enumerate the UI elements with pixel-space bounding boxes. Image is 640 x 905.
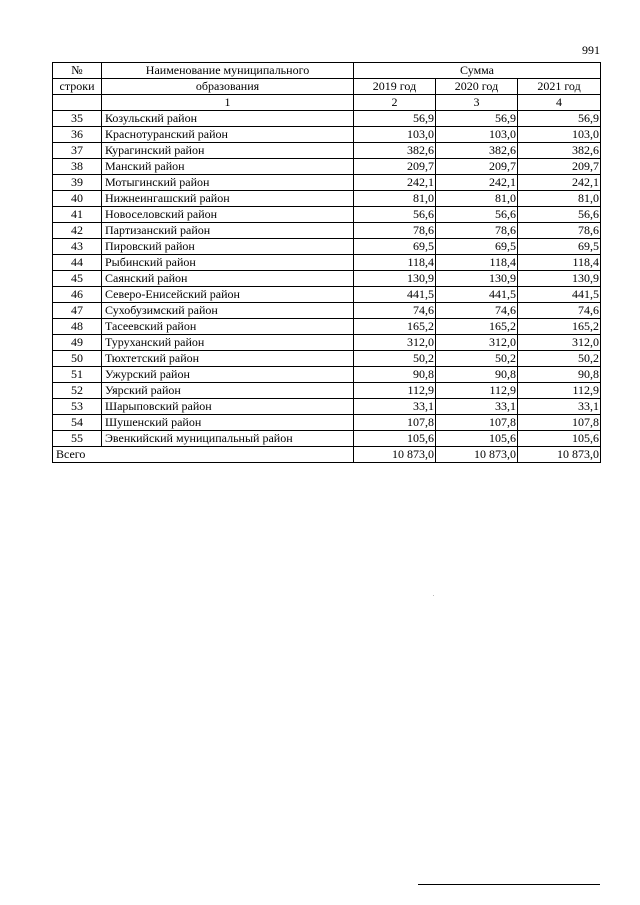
table-row	[53, 191, 601, 207]
row-number-cell: 45	[53, 271, 102, 287]
value-2021-cell: 78,6	[518, 223, 601, 239]
table-row	[53, 127, 601, 143]
row-number-header: №	[53, 63, 102, 79]
value-2021-cell: 112,9	[518, 383, 601, 399]
value-2020-cell: 74,6	[436, 303, 518, 319]
municipality-name-cell: Козульский район	[102, 111, 354, 127]
value-2020-cell: 90,8	[436, 367, 518, 383]
column-number-row	[53, 95, 601, 111]
total-2021: 10 873,0	[518, 447, 601, 463]
value-2021-cell: 90,8	[518, 367, 601, 383]
row-number-cell: 42	[53, 223, 102, 239]
value-2021-cell: 441,5	[518, 287, 601, 303]
municipality-name-cell: Тюхтетский район	[102, 351, 354, 367]
value-2019-cell: 105,6	[354, 431, 436, 447]
municipality-name-cell: Шарыповский район	[102, 399, 354, 415]
table-row	[53, 207, 601, 223]
value-2021-cell: 242,1	[518, 175, 601, 191]
municipality-name-cell: Новоселовский район	[102, 207, 354, 223]
value-2020-cell: 209,7	[436, 159, 518, 175]
year-2021-header: 2021 год	[518, 79, 601, 95]
municipality-name-cell: Мотыгинский район	[102, 175, 354, 191]
total-2020: 10 873,0	[436, 447, 518, 463]
table-row	[53, 223, 601, 239]
row-number-cell: 38	[53, 159, 102, 175]
value-2019-cell: 312,0	[354, 335, 436, 351]
municipality-name-cell: Северо-Енисейский район	[102, 287, 354, 303]
table-row	[53, 303, 601, 319]
value-2019-cell: 74,6	[354, 303, 436, 319]
table-row	[53, 431, 601, 447]
table-row	[53, 239, 601, 255]
row-number-cell: 46	[53, 287, 102, 303]
row-number-cell: 48	[53, 319, 102, 335]
value-2020-cell: 312,0	[436, 335, 518, 351]
row-number-cell: 49	[53, 335, 102, 351]
municipality-name-cell: Эвенкийский муниципальный район	[102, 431, 354, 447]
municipality-name-cell: Курагинский район	[102, 143, 354, 159]
value-2021-cell: 50,2	[518, 351, 601, 367]
municipality-name-cell: Пировский район	[102, 239, 354, 255]
municipality-name-cell: Уярский район	[102, 383, 354, 399]
row-number-cell: 53	[53, 399, 102, 415]
table-row	[53, 159, 601, 175]
bottom-rule	[418, 884, 600, 885]
row-number-cell: 39	[53, 175, 102, 191]
value-2020-cell: 107,8	[436, 415, 518, 431]
value-2019-cell: 130,9	[354, 271, 436, 287]
table-row	[53, 143, 601, 159]
value-2019-cell: 78,6	[354, 223, 436, 239]
header-row-1	[53, 63, 601, 79]
page-number: 991	[582, 43, 600, 57]
value-2019-cell: 56,9	[354, 111, 436, 127]
row-number-cell: 35	[53, 111, 102, 127]
value-2019-cell: 107,8	[354, 415, 436, 431]
value-2021-cell: 56,9	[518, 111, 601, 127]
municipality-name-cell: Манский район	[102, 159, 354, 175]
value-2020-cell: 112,9	[436, 383, 518, 399]
value-2020-cell: 78,6	[436, 223, 518, 239]
value-2021-cell: 312,0	[518, 335, 601, 351]
municipality-name-cell: Сухобузимский район	[102, 303, 354, 319]
value-2019-cell: 56,6	[354, 207, 436, 223]
value-2021-cell: 81,0	[518, 191, 601, 207]
municipality-name-cell: Туруханский район	[102, 335, 354, 351]
table-row	[53, 383, 601, 399]
value-2020-cell: 165,2	[436, 319, 518, 335]
value-2019-cell: 69,5	[354, 239, 436, 255]
value-2020-cell: 118,4	[436, 255, 518, 271]
municipality-name-cell: Нижнеингашский район	[102, 191, 354, 207]
table-row	[53, 351, 601, 367]
table-row	[53, 399, 601, 415]
value-2020-cell: 441,5	[436, 287, 518, 303]
year-2019-header: 2019 год	[354, 79, 436, 95]
subsidy-table	[52, 62, 601, 463]
value-2020-cell: 56,6	[436, 207, 518, 223]
table-row	[53, 415, 601, 431]
total-row	[53, 447, 601, 463]
value-2019-cell: 441,5	[354, 287, 436, 303]
sum-header: Сумма	[354, 63, 601, 79]
header-row-2	[53, 79, 601, 95]
value-2020-cell: 103,0	[436, 127, 518, 143]
table-row	[53, 319, 601, 335]
value-2019-cell: 103,0	[354, 127, 436, 143]
value-2020-cell: 105,6	[436, 431, 518, 447]
column-number-3: 3	[436, 95, 518, 111]
table-row	[53, 255, 601, 271]
row-number-cell: 37	[53, 143, 102, 159]
value-2020-cell: 130,9	[436, 271, 518, 287]
value-2020-cell: 81,0	[436, 191, 518, 207]
municipality-name-header: Наименование муниципального	[102, 63, 354, 79]
value-2020-cell: 50,2	[436, 351, 518, 367]
value-2021-cell: 382,6	[518, 143, 601, 159]
value-2019-cell: 50,2	[354, 351, 436, 367]
value-2020-cell: 69,5	[436, 239, 518, 255]
row-number-cell: 40	[53, 191, 102, 207]
row-number-cell: 51	[53, 367, 102, 383]
value-2021-cell: 130,9	[518, 271, 601, 287]
value-2019-cell: 112,9	[354, 383, 436, 399]
column-number-4: 4	[518, 95, 601, 111]
value-2019-cell: 33,1	[354, 399, 436, 415]
total-label: Всего	[53, 447, 354, 463]
row-number-cell: 54	[53, 415, 102, 431]
table-row	[53, 175, 601, 191]
value-2019-cell: 242,1	[354, 175, 436, 191]
row-number-cell: 36	[53, 127, 102, 143]
value-2020-cell: 56,9	[436, 111, 518, 127]
row-number-cell: 43	[53, 239, 102, 255]
value-2019-cell: 90,8	[354, 367, 436, 383]
municipality-name-header-line2: образования	[102, 79, 354, 95]
row-number-cell: 41	[53, 207, 102, 223]
value-2021-cell: 165,2	[518, 319, 601, 335]
value-2020-cell: 33,1	[436, 399, 518, 415]
municipality-name-cell: Ужурский район	[102, 367, 354, 383]
table-row	[53, 367, 601, 383]
row-number-cell: 50	[53, 351, 102, 367]
table-row	[53, 287, 601, 303]
value-2021-cell: 74,6	[518, 303, 601, 319]
value-2019-cell: 209,7	[354, 159, 436, 175]
municipality-name-cell: Рыбинский район	[102, 255, 354, 271]
year-2020-header: 2020 год	[436, 79, 518, 95]
column-number-1: 1	[102, 95, 354, 111]
municipality-name-cell: Тасеевский район	[102, 319, 354, 335]
table-row	[53, 271, 601, 287]
row-number-cell: 47	[53, 303, 102, 319]
value-2021-cell: 118,4	[518, 255, 601, 271]
value-2021-cell: 107,8	[518, 415, 601, 431]
value-2021-cell: 209,7	[518, 159, 601, 175]
municipality-name-cell: Краснотуранский район	[102, 127, 354, 143]
row-number-cell: 44	[53, 255, 102, 271]
municipality-name-cell: Партизанский район	[102, 223, 354, 239]
scan-speck	[433, 595, 434, 596]
value-2020-cell: 382,6	[436, 143, 518, 159]
value-2019-cell: 118,4	[354, 255, 436, 271]
value-2019-cell: 81,0	[354, 191, 436, 207]
row-number-cell: 55	[53, 431, 102, 447]
municipality-name-cell: Саянский район	[102, 271, 354, 287]
total-2019: 10 873,0	[354, 447, 436, 463]
value-2020-cell: 242,1	[436, 175, 518, 191]
value-2019-cell: 165,2	[354, 319, 436, 335]
column-number-2: 2	[354, 95, 436, 111]
value-2021-cell: 69,5	[518, 239, 601, 255]
table-row	[53, 111, 601, 127]
value-2021-cell: 56,6	[518, 207, 601, 223]
value-2021-cell: 33,1	[518, 399, 601, 415]
municipality-name-cell: Шушенский район	[102, 415, 354, 431]
table-row	[53, 335, 601, 351]
row-number-cell: 52	[53, 383, 102, 399]
table-body	[53, 111, 601, 447]
value-2021-cell: 105,6	[518, 431, 601, 447]
value-2021-cell: 103,0	[518, 127, 601, 143]
column-number-blank	[53, 95, 102, 111]
row-number-header-line2: строки	[53, 79, 102, 95]
value-2019-cell: 382,6	[354, 143, 436, 159]
